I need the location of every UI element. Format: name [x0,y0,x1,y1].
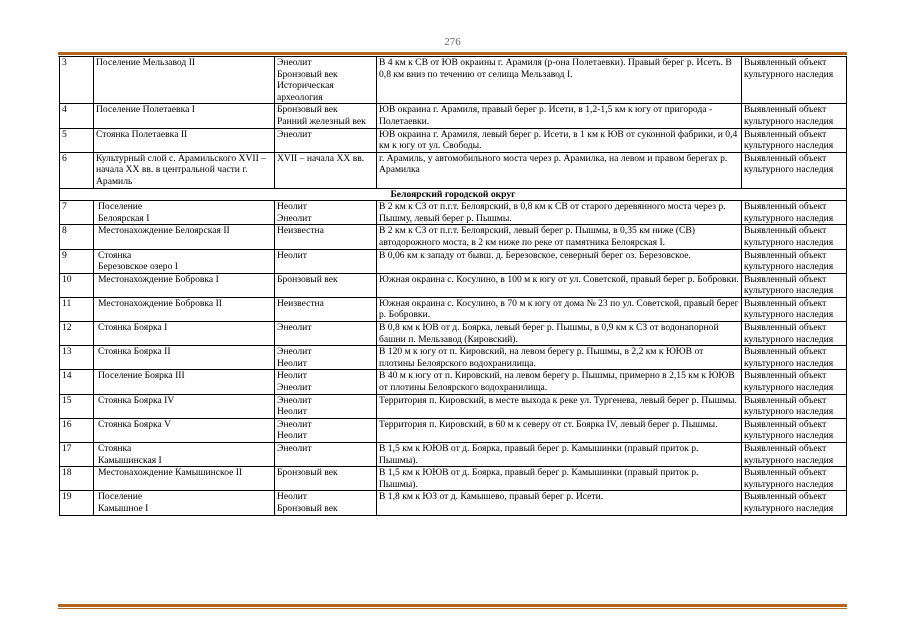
site-name: Стоянка Боярка IV [94,394,275,418]
table-body-aramil [60,57,847,189]
row-number: 15 [60,394,94,418]
row-number: 16 [60,418,94,442]
site-name: Стоянка Полетаевка II [94,128,275,152]
site-period: Неолит Энеолит [275,370,377,394]
site-location: В 2 км к СЗ от п.г.т. Белоярский, в 0,8 км к СВ от старого деревянного моста через р. Пышму, левый берег р. Пышмы. [377,201,742,225]
site-name: Местонахождение Камышинское II [94,467,275,491]
site-status: Выявленный объект культурного наследия [742,370,847,394]
site-name: Стоянка Боярка V [94,418,275,442]
site-period: Неизвестна [275,297,377,321]
table-row [60,443,847,467]
site-location: В 1,8 км к ЮЗ от д. Камышево, правый берег р. Исети. [377,491,742,515]
table-row [60,273,847,297]
site-location: г. Арамиль, у автомобильного моста через р. Арамилка, на левом и правом берегах р. Арамилка [377,152,742,188]
site-period: Бронзовый век [275,467,377,491]
row-number: 14 [60,370,94,394]
site-location: В 120 м к югу от п. Кировский, на левом берегу р. Пышмы, в 2,2 км к ЮЮВ от плотины Белоярского водохранилища. [377,346,742,370]
site-location: Территория п. Кировский, в 60 м к северу от ст. Боярка IV, левый берег р. Пышмы. [377,418,742,442]
row-number: 5 [60,128,94,152]
site-name: Местонахождение Бобровка I [94,273,275,297]
table-row [60,152,847,188]
site-period: Бронзовый век [275,273,377,297]
site-name: Местонахождение Белоярская II [94,225,275,249]
row-number: 4 [60,104,94,128]
site-location: ЮВ окраина г. Арамиля, правый берег р. Исети, в 1,2-1,5 км к югу от пригорода - Полетаевки. [377,104,742,128]
site-status: Выявленный объект культурного наследия [742,152,847,188]
row-number: 3 [60,57,94,104]
site-status: Выявленный объект культурного наследия [742,104,847,128]
table-row [60,491,847,515]
site-name: Стоянка Березовское озеро I [94,249,275,273]
row-number: 11 [60,297,94,321]
table-row [60,57,847,104]
site-period: Энеолит Неолит [275,418,377,442]
site-status: Выявленный объект культурного наследия [742,346,847,370]
site-name: Стоянка Боярка I [94,322,275,346]
site-status: Выявленный объект культурного наследия [742,273,847,297]
site-status: Выявленный объект культурного наследия [742,322,847,346]
table-row [60,225,847,249]
site-status: Выявленный объект культурного наследия [742,297,847,321]
site-status: Выявленный объект культурного наследия [742,443,847,467]
row-number: 19 [60,491,94,515]
site-period: Неолит Энеолит [275,201,377,225]
site-location: В 0,06 км к западу от бывш. д. Березовское, северный берег оз. Березовское. [377,249,742,273]
site-name: Поселение Камышное I [94,491,275,515]
site-status: Выявленный объект культурного наследия [742,201,847,225]
table-row [60,346,847,370]
table-row [60,418,847,442]
row-number: 6 [60,152,94,188]
table-body-section [60,188,847,201]
site-name: Поселение Мельзавод II [94,57,275,104]
table-row [60,467,847,491]
site-name: Стоянка Боярка II [94,346,275,370]
site-location: ЮВ окраина г. Арамиля, левый берег р. Исети, в 1 км к ЮВ от суконной фабрики, и 0,4 км к югу от ул. Свободы. [377,128,742,152]
site-name: Культурный слой с. Арамильского XVII – начала XX вв. в центральной части г. Арамиль [94,152,275,188]
site-period: Неолит [275,249,377,273]
site-status: Выявленный объект культурного наследия [742,225,847,249]
table-row [60,249,847,273]
table-row [60,201,847,225]
site-status: Выявленный объект культурного наследия [742,467,847,491]
row-number: 17 [60,443,94,467]
site-status: Выявленный объект культурного наследия [742,491,847,515]
row-number: 12 [60,322,94,346]
site-status: Выявленный объект культурного наследия [742,418,847,442]
site-name: Местонахождение Бобровка II [94,297,275,321]
site-period: Энеолит Неолит [275,394,377,418]
site-period: XVII – начала XX вв. [275,152,377,188]
row-number: 18 [60,467,94,491]
table-row [60,394,847,418]
site-status: Выявленный объект культурного наследия [742,394,847,418]
row-number: 7 [60,201,94,225]
site-name: Стоянка Камышинская I [94,443,275,467]
site-location: В 4 км к СВ от ЮВ окраины г. Арамиля (р-она Полетаевки). Правый берег р. Исеть. В 0,8 км вниз по течению от селища Мельзавод I. [377,57,742,104]
row-number: 9 [60,249,94,273]
page-number: 276 [444,36,461,48]
site-location: Южная окраина с. Косулино, в 100 м к югу от ул. Советской, правый берег р. Бобровки. [377,273,742,297]
site-period: Бронзовый век Ранний железный век [275,104,377,128]
section-heading: Белоярский городской округ [60,188,847,201]
site-period: Энеолит [275,443,377,467]
site-location: Южная окраина с. Косулино, в 70 м к югу от дома № 23 по ул. Советской, правый берег р. Бобровки. [377,297,742,321]
table-row [60,297,847,321]
table-row [60,104,847,128]
row-number: 8 [60,225,94,249]
section-heading-row [60,188,847,201]
table-row [60,322,847,346]
site-status: Выявленный объект культурного наследия [742,57,847,104]
table-row [60,370,847,394]
heritage-sites-table [59,56,847,516]
site-location: В 1,5 км к ЮЮВ от д. Боярка, правый берег р. Камышинки (правый приток р. Пышмы). [377,443,742,467]
site-period: Неолит Бронзовый век [275,491,377,515]
site-location: В 40 м к югу от п. Кировский, на левом берегу р. Пышмы, примерно в 2,15 км к ЮЮВ от плотины Белоярского водохранилища. [377,370,742,394]
site-location: В 0,8 км к ЮВ от д. Боярка, левый берег р. Пышмы, в 0,9 км к СЗ от водонапорной башни п. Мельзавод (Кировский). [377,322,742,346]
row-number: 10 [60,273,94,297]
site-period: Энеолит [275,322,377,346]
site-location: В 2 км к СЗ от п.г.т. Белоярский, левый берег р. Пышмы, в 0,35 км ниже (СВ) автодорожного моста, в 2 км ниже по реке от памятника Белоярская I. [377,225,742,249]
table-row [60,128,847,152]
footer-rule [58,604,847,609]
table-body-beloyarsky [60,201,847,515]
site-location: Территория п. Кировский, в месте выхода к реке ул. Тургенева, левый берег р. Пышмы. [377,394,742,418]
site-period: Неизвестна [275,225,377,249]
site-name: Поселение Боярка III [94,370,275,394]
site-status: Выявленный объект культурного наследия [742,249,847,273]
row-number: 13 [60,346,94,370]
site-name: Поселение Белоярская I [94,201,275,225]
site-name: Поселение Полетаевка I [94,104,275,128]
site-period: Энеолит Бронзовый век Историческая археология [275,57,377,104]
site-period: Энеолит Неолит [275,346,377,370]
site-location: В 1,5 км к ЮЮВ от д. Боярка, правый берег р. Камышинки (правый приток р. Пышмы). [377,467,742,491]
site-status: Выявленный объект культурного наследия [742,128,847,152]
site-period: Энеолит [275,128,377,152]
